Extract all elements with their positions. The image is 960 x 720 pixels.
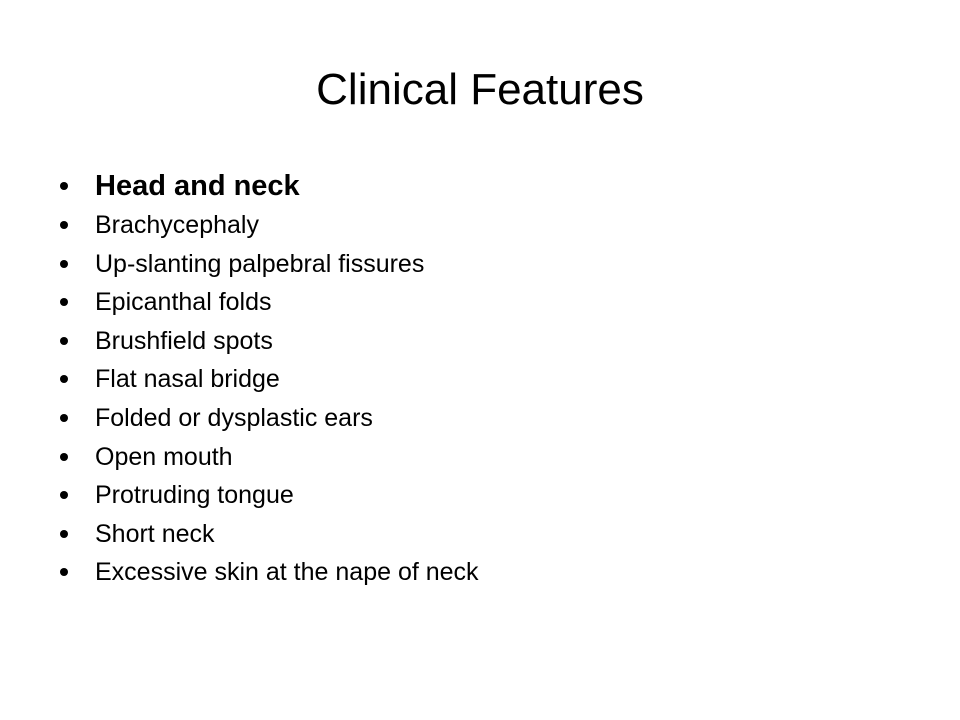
bullet-item [60,553,920,592]
bullet-dot-icon [60,414,68,422]
bullet-item-text: Brachycephaly [95,211,259,239]
bullet-dot-icon [60,530,68,538]
bullet-item-text: Open mouth [95,442,233,471]
bullet-list [60,166,920,592]
bullet-dot-icon [60,375,68,383]
bullet-item [60,360,920,399]
bullet-dot-icon [60,337,68,345]
bullet-dot-icon [60,453,68,461]
bullet-item [60,399,920,438]
bullet-dot-icon [60,491,68,499]
bullet-item-text: Protruding tongue [95,481,294,510]
bullet-item [60,476,920,515]
bullet-item-text: Folded or dysplastic ears [95,403,373,432]
bullet-item [60,438,920,477]
bullet-item-text: Epicanthal folds [95,288,272,317]
bullet-dot-icon [60,298,68,306]
bullet-item-text: Up-slanting palpebral fissures [95,249,425,278]
bullet-item [60,515,920,554]
bullet-item-text: Excessive skin at the nape of neck [95,558,479,587]
bullet-heading [60,166,920,206]
slide-title: Clinical Features [316,65,644,114]
bullet-item-text: Short neck [95,519,215,548]
bullet-dot-icon [60,260,68,268]
bullet-dot-icon [60,568,68,576]
bullet-dot-icon [60,182,68,190]
bullet-dot-icon [60,221,68,229]
bullet-item-text: Flat nasal bridge [95,365,280,394]
bullet-item [60,206,920,245]
bullet-item [60,322,920,361]
bullet-item-text: Brushfield spots [95,326,273,355]
bullet-item [60,245,920,284]
bullet-heading-text: Head and neck [95,170,300,202]
bullet-item [60,283,920,322]
